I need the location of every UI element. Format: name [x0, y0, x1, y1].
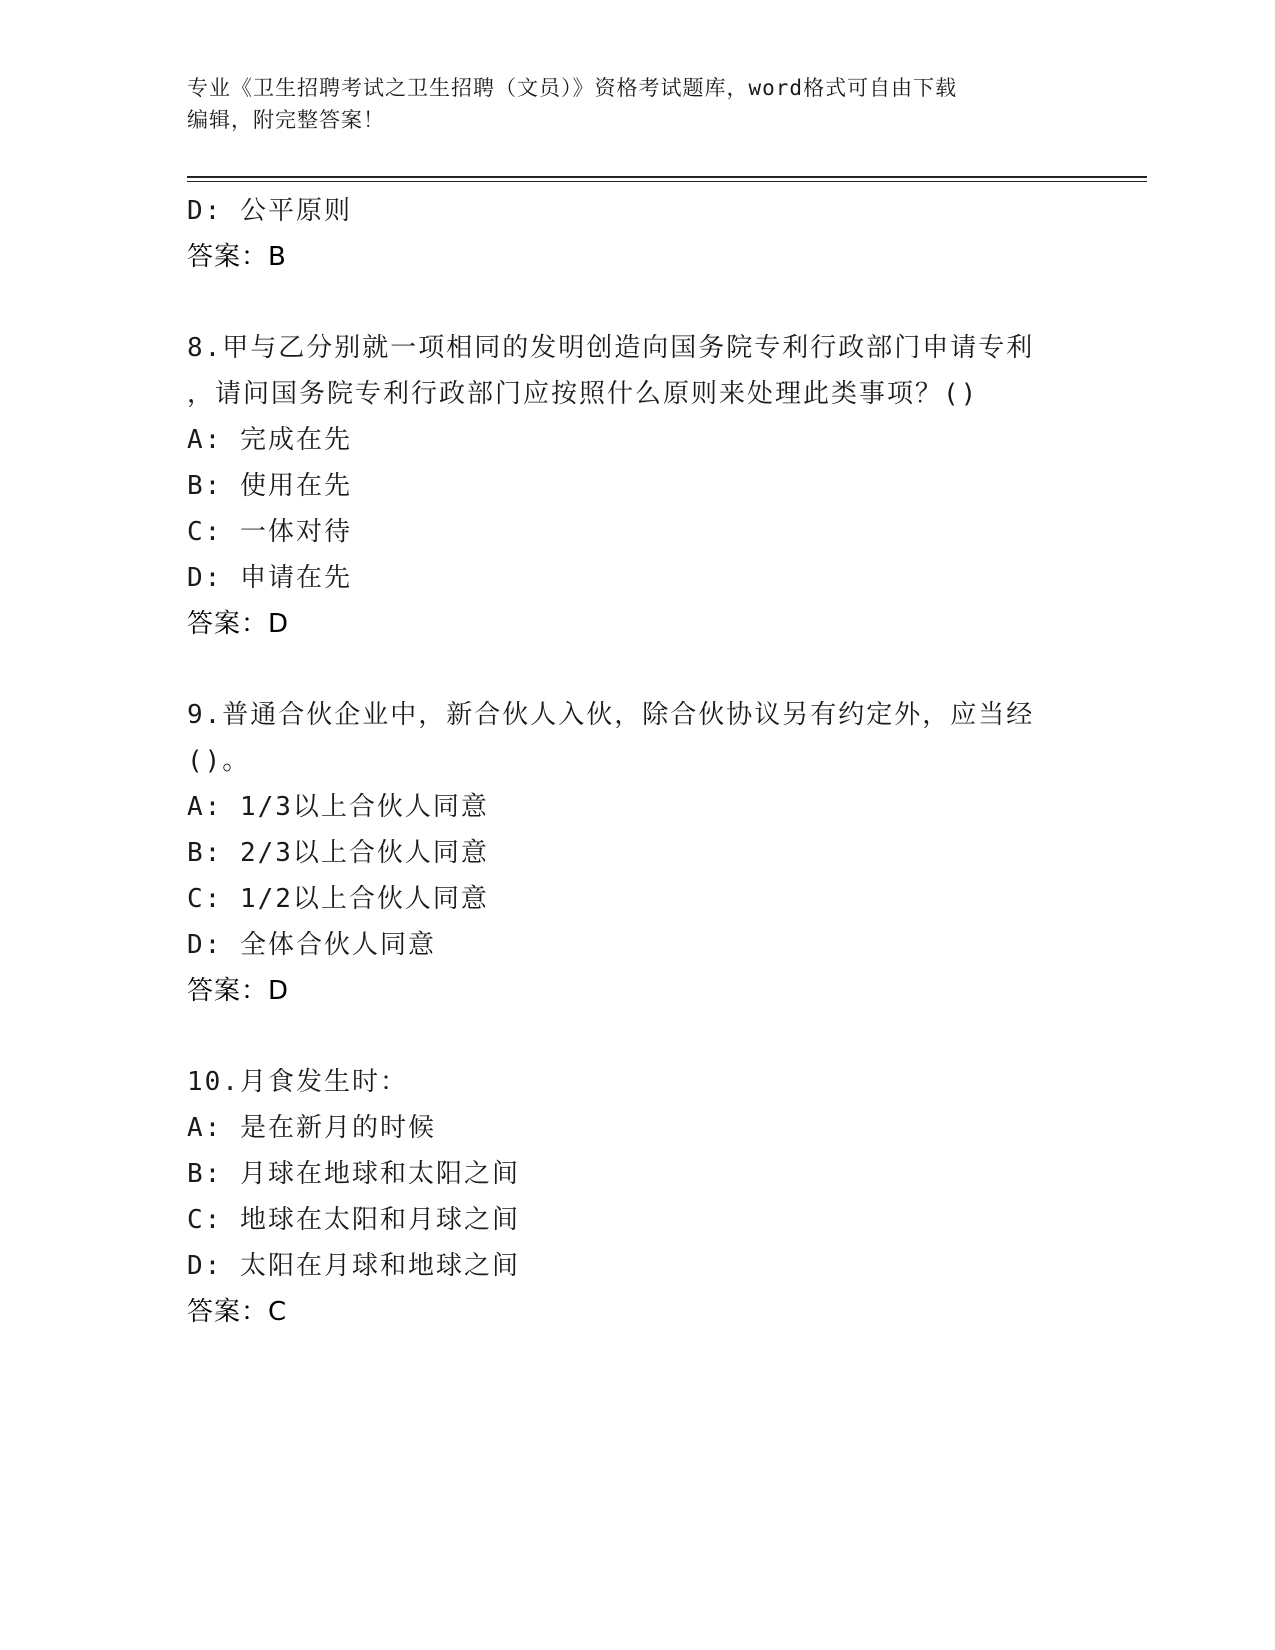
option-a: A: 是在新月的时候 — [187, 1113, 436, 1143]
option-c: C: 地球在太阳和月球之间 — [187, 1205, 520, 1235]
option-b: B: 使用在先 — [187, 471, 352, 501]
option-a: A: 1/3以上合伙人同意 — [187, 792, 489, 822]
question-stem-line: 9.普通合伙企业中，新合伙人入伙，除合伙协议另有约定外，应当经 — [187, 700, 1035, 730]
answer-label: 答案：D — [187, 609, 290, 639]
header-line-2: 编辑，附完整答案！ — [187, 108, 385, 132]
question-8 — [187, 325, 1087, 647]
question-stem-line: ()。 — [187, 746, 251, 776]
document-body — [187, 188, 1087, 1335]
header-divider-thin — [187, 181, 1147, 182]
option-a: A: 完成在先 — [187, 425, 352, 455]
question-9 — [187, 692, 1087, 1014]
question-10 — [187, 1059, 1087, 1335]
option-d: D: 公平原则 — [187, 196, 352, 226]
option-c: C: 1/2以上合伙人同意 — [187, 884, 489, 914]
option-d: D: 申请在先 — [187, 563, 352, 593]
option-c: C: 一体对待 — [187, 517, 352, 547]
answer-label: 答案：B — [187, 242, 287, 272]
option-b: B: 月球在地球和太阳之间 — [187, 1159, 520, 1189]
option-d: D: 全体合伙人同意 — [187, 930, 436, 960]
option-b: B: 2/3以上合伙人同意 — [187, 838, 489, 868]
header-line-1: 专业《卫生招聘考试之卫生招聘（文员）》资格考试题库，word格式可自由下载 — [187, 76, 958, 100]
header-divider-thick — [187, 176, 1147, 178]
question-stem-line: ，请问国务院专利行政部门应按照什么原则来处理此类事项？() — [187, 379, 979, 409]
answer-label: 答案：D — [187, 976, 290, 1006]
document-header — [187, 72, 1087, 136]
option-d: D: 太阳在月球和地球之间 — [187, 1251, 520, 1281]
previous-question-tail — [187, 188, 1087, 280]
answer-label: 答案：C — [187, 1297, 288, 1327]
question-stem-line: 8.甲与乙分别就一项相同的发明创造向国务院专利行政部门申请专利 — [187, 333, 1035, 363]
question-stem-line: 10.月食发生时： — [187, 1067, 408, 1097]
